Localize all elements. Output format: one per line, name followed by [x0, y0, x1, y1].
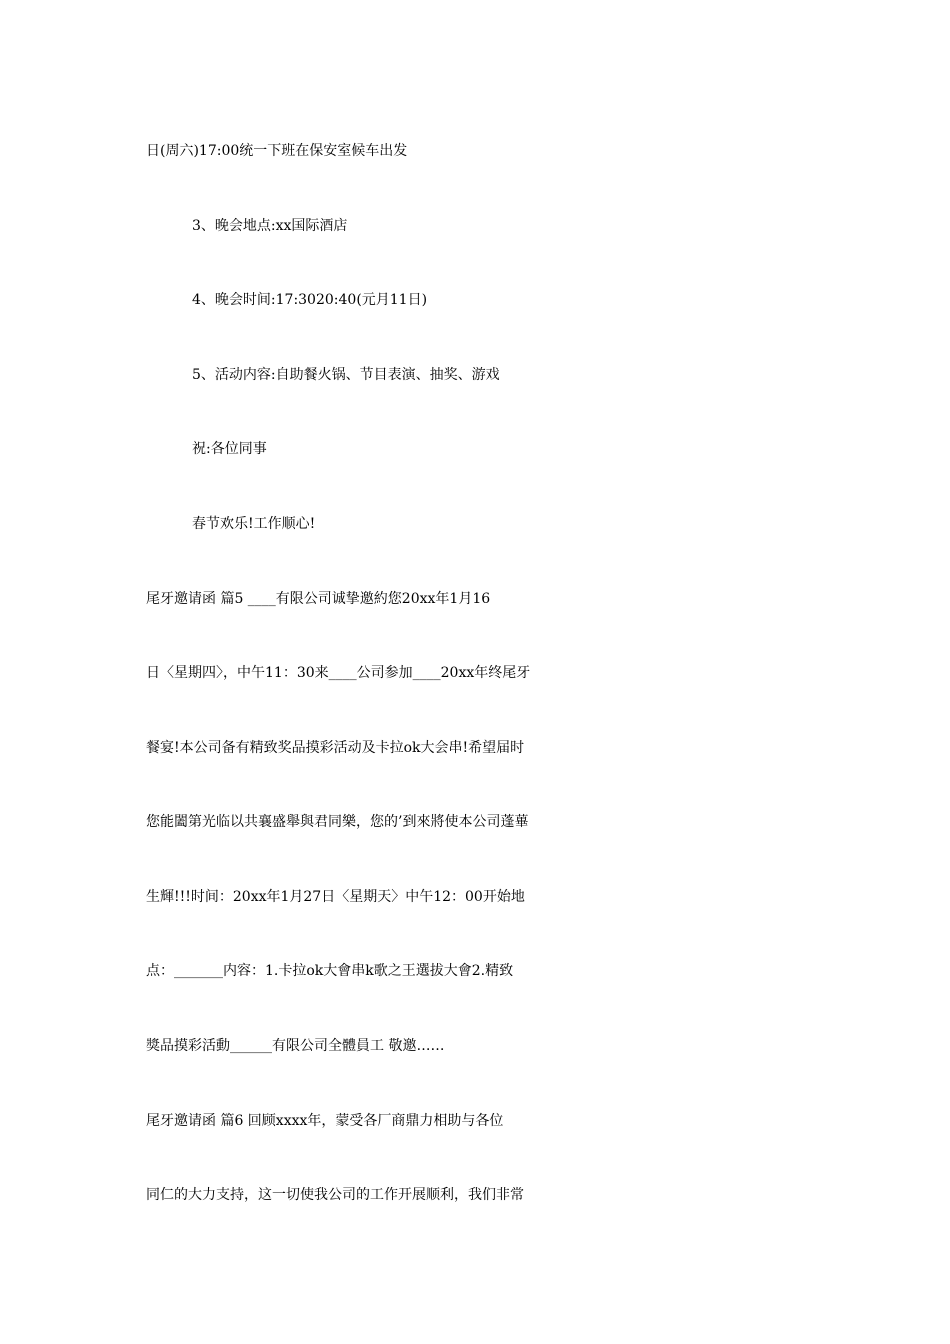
text-line: 您能闔第光临以共襄盛舉與君同樂，您的’到來將使本公司蓬蓽 — [146, 814, 529, 830]
text-line: 点：_______内容：1.卡拉ok大會串k歌之王選拔大會2.精致 — [146, 963, 514, 979]
text-line: 日(周六)17:00统一下班在保安室候车出发 — [146, 143, 408, 159]
section-heading-line: 尾牙邀请函 篇5 ____有限公司诚挚邀約您20xx年1月16 — [146, 591, 491, 607]
text-line: 餐宴!本公司备有精致奖品摸彩活动及卡拉ok大会串!希望届时 — [146, 740, 525, 756]
text-line: 同仁的大力支持，这一切使我公司的工作开展顺利，我们非常 — [146, 1187, 524, 1203]
text-line: 5、活动内容:自助餐火锅、节目表演、抽奖、游戏 — [192, 367, 500, 383]
text-line: 3、晚会地点:xx国际酒店 — [192, 218, 348, 234]
text-line: 日〈星期四〉，中午11：30来____公司参加____20xx年终尾牙 — [146, 665, 531, 681]
text-line: 4、晚会时间:17:3020:40(元月11日) — [192, 292, 428, 308]
text-line: 祝:各位同事 — [192, 441, 267, 457]
text-line: 獎品摸彩活動______有限公司全體員工 敬邀…… — [146, 1038, 445, 1054]
text-line: 生輝!!!时间：20xx年1月27日〈星期天〉中午12：00开始地 — [146, 889, 525, 905]
text-line: 春节欢乐!工作顺心! — [192, 516, 316, 532]
section-heading-line: 尾牙邀请函 篇6 回顾xxxx年，蒙受各厂商鼎力相助与各位 — [146, 1113, 504, 1129]
